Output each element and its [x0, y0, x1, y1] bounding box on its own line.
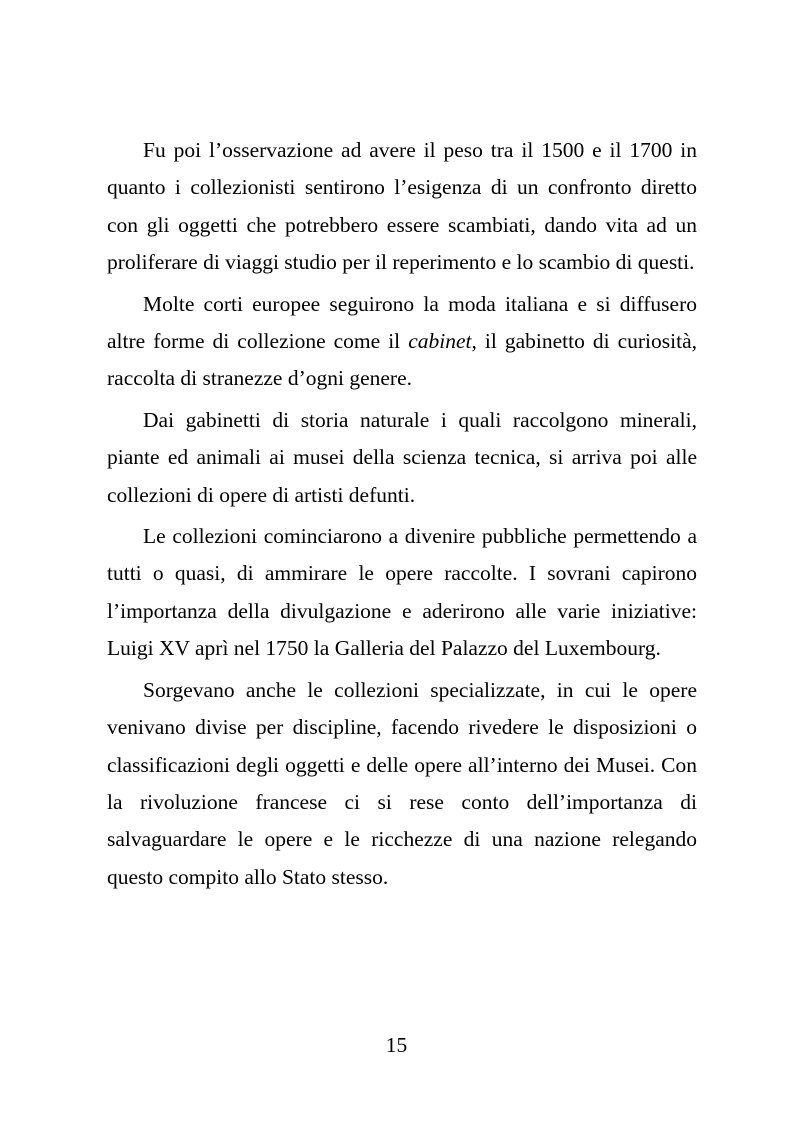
cabinet-term: cabinet — [408, 329, 472, 354]
paragraph-natural-history: Dai gabinetti di storia naturale i quali raccolgono minerali, piante ed animali ai musei della scienza tecnica, si arriva poi alle collezioni di opere di artisti defunti. — [107, 407, 697, 507]
paragraph-observation: Fu poi l’osservazione ad avere il peso tra il 1500 e il 1700 in quanto i collezionisti sentirono l’esigenza di un confronto diretto con gli oggetti che potrebbero essere scambiati, dando vita ad un proliferare di viaggi studio per il reperimento e lo scambio di questi. — [107, 138, 697, 275]
body-text — [107, 132, 697, 900]
page-number: 15 — [385, 1033, 408, 1057]
paragraph-specialized-collections: Sorgevano anche le collezioni specializzate, in cui le opere venivano divise per discipline, facendo rivedere le disposizioni o classificazioni degli oggetti e delle opere all’interno dei Musei. Con la rivoluzione francese ci si rese conto dell’importanza di salvaguardare le opere e le ricchezze di una nazione relegando questo compito allo Stato stesso. — [107, 677, 697, 889]
paragraph-european-courts — [107, 286, 697, 398]
paragraph-european-courts-end: , il gabinetto di curiosità, raccolta di stranezze d’ogni genere. — [107, 329, 697, 391]
paragraph-european-courts-start: Molte corti europee seguirono la moda italiana e si diffusero altre forme di collezione come il — [107, 291, 697, 354]
paragraph-public-collections: Le collezioni cominciarono a divenire pubbliche permettendo a tutti o quasi, di ammirare le opere raccolte. I sovrani capirono l’importanza della divulgazione e aderirono alle varie iniziative: Luigi XV aprì nel 1750 la Galleria del Palazzo del Luxembourg. — [107, 524, 697, 661]
